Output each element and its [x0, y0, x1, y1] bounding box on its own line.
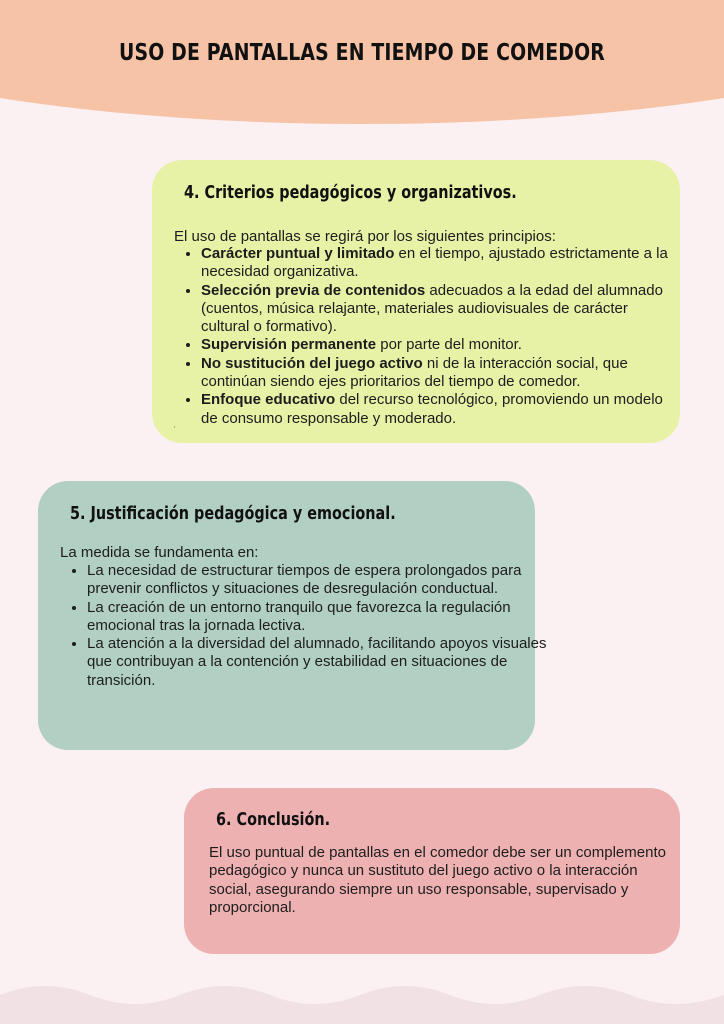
- footer-wave-decoration: [0, 985, 724, 1024]
- list-item: [201, 355, 671, 392]
- list-item: • La necesidad de estructurar tiempos de espera prolongados para prevenir conflictos y situaciones de desregulación conductual.: [87, 562, 547, 599]
- conclusion-text: El uso puntual de pantallas en el comedor debe ser un complemento pedagógico y nunca un sustituto del juego activo o la interacción social, asegurando siempre un uso responsable, supervisado y proporcional.: [209, 844, 666, 916]
- section-criterios-card: [152, 160, 680, 443]
- list-item: [201, 336, 671, 354]
- item-bold: Enfoque educativo: [201, 391, 336, 409]
- item-text: en el tiempo, ajustado estrictamente a la necesidad organizativa.: [201, 245, 668, 281]
- list-item: • La creación de un entorno tranquilo que favorezca la regulación emocional tras la jornada lectiva.: [87, 599, 547, 636]
- stray-mark: ‘: [174, 426, 176, 433]
- section-justificacion-card: [38, 481, 547, 750]
- section-conclusion-card: [184, 788, 680, 954]
- item-bold: No sustitución del juego activo: [201, 354, 423, 372]
- section-heading: 4. Criterios pedagógicos y organizativos.: [184, 182, 517, 203]
- list-item: [201, 245, 671, 282]
- item-text: ni de la interacción social, que continúan siendo ejes prioritarios del tiempo de comedor.: [201, 354, 628, 391]
- item-text: por parte del monitor.: [376, 336, 522, 354]
- list-item: • La atención a la diversidad del alumnado, facilitando apoyos visuales que contribuyan a la contención y estabilidad en situaciones de transición.: [87, 635, 547, 690]
- justification-list: [60, 562, 547, 690]
- criteria-list: [174, 245, 671, 428]
- item-text: adecuados a la edad del alumnado (cuentos, música relajante, materiales audiovisuales de carácter cultural o formativo).: [201, 281, 663, 336]
- list-item: [201, 282, 671, 337]
- page-title: USO DE PANTALLAS EN TIEMPO DE COMEDOR: [119, 40, 605, 66]
- section-intro: La medida se fundamenta en:: [60, 544, 259, 561]
- list-item: [201, 391, 671, 428]
- section-intro: El uso de pantallas se regirá por los siguientes principios:: [174, 228, 556, 245]
- section-heading: 5. Justificación pedagógica y emocional.: [70, 503, 396, 524]
- item-text: del recurso tecnológico, promoviendo un modelo de consumo responsable y moderado.: [201, 391, 663, 427]
- item-bold: Carácter puntual y limitado: [201, 245, 395, 262]
- item-bold: Selección previa de contenidos: [201, 281, 426, 299]
- item-bold: Supervisión permanente: [201, 336, 377, 354]
- section-heading: 6. Conclusión.: [216, 809, 331, 830]
